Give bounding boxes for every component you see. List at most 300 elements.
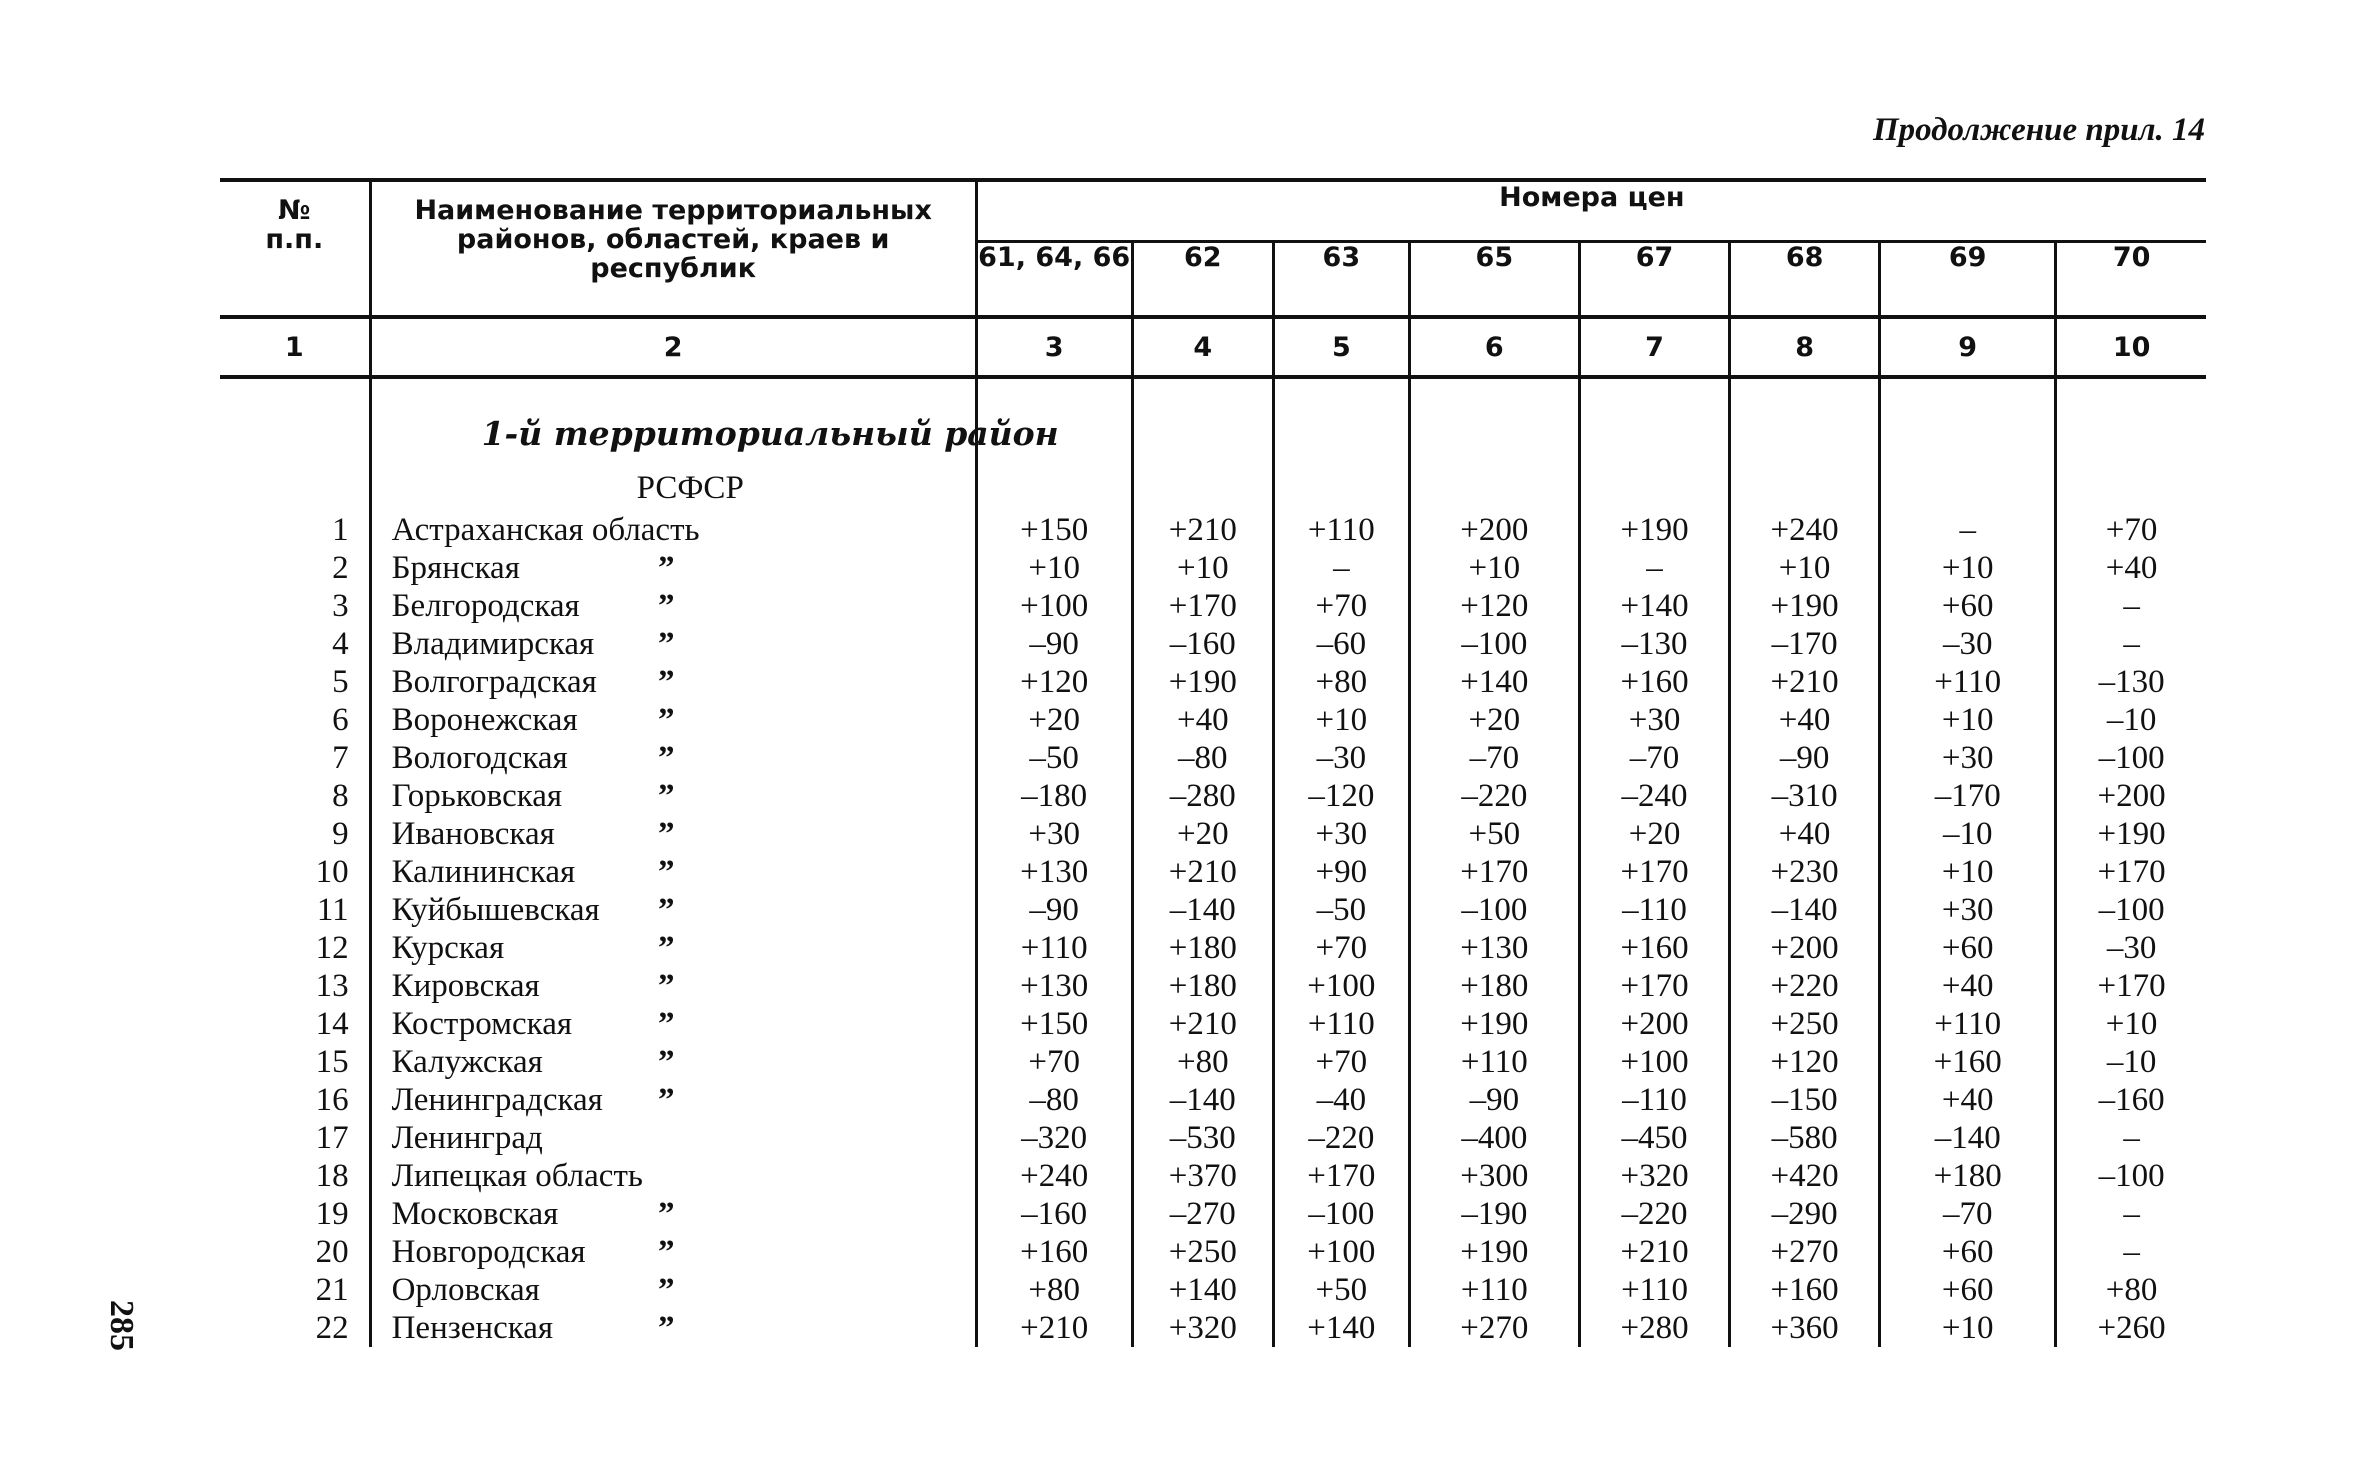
- table-row: [220, 929, 2206, 967]
- price-value: –120: [1274, 777, 1410, 815]
- price-value: –90: [976, 891, 1132, 929]
- price-value: +100: [1274, 1233, 1410, 1271]
- price-value: +10: [1880, 549, 2056, 587]
- table-row: [220, 663, 2206, 701]
- table-row: [220, 625, 2206, 663]
- price-value: –80: [976, 1081, 1132, 1119]
- price-value: –60: [1274, 625, 1410, 663]
- price-value: –90: [1730, 739, 1880, 777]
- region-name-cell: [370, 1157, 976, 1195]
- price-value: +160: [976, 1233, 1132, 1271]
- table-row: [220, 967, 2206, 1005]
- price-value: +170: [2056, 853, 2206, 891]
- region-name: Калужская: [391, 1044, 543, 1080]
- price-column-header: 69: [1880, 242, 2056, 318]
- price-value: +10: [1880, 701, 2056, 739]
- ditto-mark: ”: [658, 664, 675, 700]
- region-name: Брянская: [391, 550, 520, 586]
- region-name: Горьковская: [391, 778, 563, 814]
- price-value: –70: [1880, 1195, 2056, 1233]
- price-value: +300: [1409, 1157, 1579, 1195]
- region-name-cell: [370, 815, 976, 853]
- price-value: +170: [1274, 1157, 1410, 1195]
- region-name: Орловская: [391, 1272, 540, 1308]
- header-no-abbrev: п.п.: [265, 224, 324, 255]
- price-value: –40: [1274, 1081, 1410, 1119]
- price-value: –310: [1730, 777, 1880, 815]
- price-value: +80: [1274, 663, 1410, 701]
- price-value: +60: [1880, 587, 2056, 625]
- price-value: +10: [1880, 1309, 2056, 1347]
- price-value: –100: [2056, 739, 2206, 777]
- price-value: –170: [1730, 625, 1880, 663]
- price-value: +110: [1274, 1005, 1410, 1043]
- price-value: +140: [1274, 1309, 1410, 1347]
- row-number: 1: [332, 512, 349, 548]
- price-value: +20: [1409, 701, 1579, 739]
- table-row: [220, 1233, 2206, 1271]
- row-number: 11: [316, 892, 349, 928]
- price-value: –10: [1880, 815, 2056, 853]
- row-number: 8: [332, 778, 349, 814]
- table-row: [220, 549, 2206, 587]
- column-number: 9: [1880, 317, 2056, 377]
- region-name: Липецкая область: [391, 1158, 643, 1194]
- row-number: 5: [332, 664, 349, 700]
- price-value: –30: [2056, 929, 2206, 967]
- region-name: Вологодская: [391, 740, 568, 776]
- region-name-cell: [370, 1271, 976, 1309]
- price-value: –100: [2056, 1157, 2206, 1195]
- price-value: +210: [1132, 1005, 1273, 1043]
- row-number: 19: [315, 1196, 349, 1232]
- table-row: [220, 891, 2206, 929]
- price-value: –450: [1579, 1119, 1729, 1157]
- price-value: +70: [1274, 1043, 1410, 1081]
- price-value: –: [2056, 1119, 2206, 1157]
- price-value: +40: [1730, 815, 1880, 853]
- price-value: +170: [1409, 853, 1579, 891]
- price-value: –220: [1274, 1119, 1410, 1157]
- price-value: +100: [976, 587, 1132, 625]
- price-value: +200: [1409, 511, 1579, 549]
- price-value: +210: [1132, 853, 1273, 891]
- header-column-numbers: [220, 317, 2206, 377]
- region-name: Астраханская область: [391, 512, 700, 548]
- price-value: +80: [2056, 1271, 2206, 1309]
- region-name-cell: [370, 1081, 976, 1119]
- row-number: 21: [315, 1272, 349, 1308]
- price-value: +130: [976, 853, 1132, 891]
- table-row: [220, 1309, 2206, 1347]
- ditto-mark: ”: [658, 930, 675, 966]
- table-row: [220, 587, 2206, 625]
- region-name: Новгородская: [391, 1234, 586, 1270]
- price-value: –220: [1579, 1195, 1729, 1233]
- price-value: +110: [1409, 1043, 1579, 1081]
- price-value: –160: [2056, 1081, 2206, 1119]
- price-value: –70: [1409, 739, 1579, 777]
- ditto-mark: ”: [658, 588, 675, 624]
- ditto-mark: ”: [658, 702, 675, 738]
- price-value: +40: [1880, 1081, 2056, 1119]
- price-value: +190: [2056, 815, 2206, 853]
- price-value: +360: [1730, 1309, 1880, 1347]
- column-number: 3: [976, 317, 1132, 377]
- ditto-mark: ”: [658, 550, 675, 586]
- price-value: +80: [976, 1271, 1132, 1309]
- price-value: +10: [1274, 701, 1410, 739]
- price-value: +50: [1274, 1271, 1410, 1309]
- row-number: 3: [332, 588, 349, 624]
- price-value: +210: [976, 1309, 1132, 1347]
- price-column-header: 62: [1132, 242, 1273, 318]
- price-value: +60: [1880, 929, 2056, 967]
- price-value: +370: [1132, 1157, 1273, 1195]
- price-value: +220: [1730, 967, 1880, 1005]
- price-value: +200: [1730, 929, 1880, 967]
- price-value: +160: [1880, 1043, 2056, 1081]
- price-value: +110: [1274, 511, 1410, 549]
- ditto-mark: ”: [658, 626, 675, 662]
- row-number: 7: [332, 740, 349, 776]
- region-name-cell: [370, 1233, 976, 1271]
- price-value: –100: [1409, 891, 1579, 929]
- price-value: +100: [1579, 1043, 1729, 1081]
- price-value: –190: [1409, 1195, 1579, 1233]
- price-value: –160: [1132, 625, 1273, 663]
- row-number: 12: [315, 930, 349, 966]
- price-value: –10: [2056, 701, 2206, 739]
- ditto-mark: ”: [658, 1196, 675, 1232]
- price-value: +110: [1409, 1271, 1579, 1309]
- price-value: –290: [1730, 1195, 1880, 1233]
- price-value: +80: [1132, 1043, 1273, 1081]
- price-value: +150: [976, 1005, 1132, 1043]
- price-value: +40: [2056, 549, 2206, 587]
- region-name: Ивановская: [391, 816, 555, 852]
- price-value: –90: [1409, 1081, 1579, 1119]
- price-value: +270: [1730, 1233, 1880, 1271]
- price-value: +190: [1409, 1005, 1579, 1043]
- price-value: +210: [1132, 511, 1273, 549]
- price-value: +120: [1730, 1043, 1880, 1081]
- table-row: [220, 777, 2206, 815]
- price-value: –320: [976, 1119, 1132, 1157]
- region-name-cell: [370, 701, 976, 739]
- price-value: –400: [1409, 1119, 1579, 1157]
- price-value: +120: [1409, 587, 1579, 625]
- price-value: +170: [1132, 587, 1273, 625]
- price-value: +170: [1579, 967, 1729, 1005]
- region-name-cell: [370, 1043, 976, 1081]
- price-value: +320: [1132, 1309, 1273, 1347]
- price-value: –110: [1579, 891, 1729, 929]
- price-value: +140: [1132, 1271, 1273, 1309]
- region-name-cell: [370, 853, 976, 891]
- price-value: +210: [1579, 1233, 1729, 1271]
- price-value: +140: [1579, 587, 1729, 625]
- price-value: –90: [976, 625, 1132, 663]
- price-value: –140: [1132, 891, 1273, 929]
- price-column-header: 70: [2056, 242, 2206, 318]
- price-value: +120: [976, 663, 1132, 701]
- republic-row: [220, 465, 2206, 511]
- region-name: Курская: [391, 930, 505, 966]
- ditto-mark: ”: [658, 892, 675, 928]
- region-name: Белгородская: [391, 588, 580, 624]
- row-number: 10: [315, 854, 349, 890]
- price-adjustment-table: [220, 178, 2206, 1347]
- price-value: –100: [2056, 891, 2206, 929]
- price-value: +30: [1274, 815, 1410, 853]
- region-name-cell: [370, 891, 976, 929]
- price-value: –170: [1880, 777, 2056, 815]
- price-value: +240: [976, 1157, 1132, 1195]
- price-column-header: 61, 64, 66: [976, 242, 1132, 318]
- ditto-mark: ”: [658, 740, 675, 776]
- price-value: +210: [1730, 663, 1880, 701]
- price-value: –: [1579, 549, 1729, 587]
- price-column-header: 68: [1730, 242, 1880, 318]
- region-name-cell: [370, 1195, 976, 1233]
- price-value: +40: [1730, 701, 1880, 739]
- price-value: –100: [1409, 625, 1579, 663]
- region-name: Ленинградская: [391, 1082, 603, 1118]
- price-value: +270: [1409, 1309, 1579, 1347]
- row-number: 2: [332, 550, 349, 586]
- price-value: +30: [1579, 701, 1729, 739]
- price-value: +70: [1274, 587, 1410, 625]
- price-value: +190: [1579, 511, 1729, 549]
- table-row: [220, 1157, 2206, 1195]
- region-name: Волгоградская: [391, 664, 597, 700]
- ditto-mark: ”: [658, 1082, 675, 1118]
- price-value: +60: [1880, 1233, 2056, 1271]
- price-value: +10: [1880, 853, 2056, 891]
- table-row: [220, 1043, 2206, 1081]
- price-value: +10: [976, 549, 1132, 587]
- price-value: –530: [1132, 1119, 1273, 1157]
- price-value: –280: [1132, 777, 1273, 815]
- price-value: +240: [1730, 511, 1880, 549]
- price-value: +10: [1409, 549, 1579, 587]
- price-value: –30: [1274, 739, 1410, 777]
- price-value: +40: [1132, 701, 1273, 739]
- price-value: +140: [1409, 663, 1579, 701]
- price-value: +20: [1579, 815, 1729, 853]
- region-name-cell: [370, 1005, 976, 1043]
- row-number: 22: [315, 1310, 349, 1346]
- row-number: 18: [315, 1158, 349, 1194]
- region-name-cell: [370, 625, 976, 663]
- price-value: –240: [1579, 777, 1729, 815]
- table-row: [220, 1119, 2206, 1157]
- price-value: –: [1880, 511, 2056, 549]
- row-number: 17: [315, 1120, 349, 1156]
- column-number: 5: [1274, 317, 1410, 377]
- price-value: +180: [1132, 967, 1273, 1005]
- price-value: +280: [1579, 1309, 1729, 1347]
- price-value: +250: [1132, 1233, 1273, 1271]
- price-value: –140: [1880, 1119, 2056, 1157]
- ditto-mark: ”: [658, 1310, 675, 1346]
- header-row-no: [220, 180, 370, 317]
- price-value: +180: [1880, 1157, 2056, 1195]
- price-value: –80: [1132, 739, 1273, 777]
- region-name: Кировская: [391, 968, 540, 1004]
- price-value: +190: [1730, 587, 1880, 625]
- region-name: Владимирская: [391, 626, 595, 662]
- price-value: +100: [1274, 967, 1410, 1005]
- price-value: +160: [1579, 663, 1729, 701]
- header-price-numbers: Номера цен: [976, 180, 2206, 242]
- region-name: Ленинград: [391, 1120, 543, 1156]
- column-number: 10: [2056, 317, 2206, 377]
- row-number: 9: [332, 816, 349, 852]
- republic-title: РСФСР: [370, 465, 976, 511]
- price-value: +160: [1730, 1271, 1880, 1309]
- ditto-mark: ”: [658, 854, 675, 890]
- price-value: –130: [2056, 663, 2206, 701]
- column-number: 8: [1730, 317, 1880, 377]
- ditto-mark: ”: [658, 1044, 675, 1080]
- row-number: 15: [315, 1044, 349, 1080]
- price-value: +50: [1409, 815, 1579, 853]
- region-name: Московская: [391, 1196, 559, 1232]
- region-name-cell: [370, 511, 976, 549]
- price-value: +190: [1132, 663, 1273, 701]
- page-number: 285: [103, 1300, 140, 1351]
- price-value: +190: [1409, 1233, 1579, 1271]
- price-value: –580: [1730, 1119, 1880, 1157]
- ditto-mark: ”: [658, 1234, 675, 1270]
- region-name: Куйбышевская: [391, 892, 600, 928]
- price-value: +10: [1730, 549, 1880, 587]
- price-value: –180: [976, 777, 1132, 815]
- price-value: +110: [1579, 1271, 1729, 1309]
- region-name-cell: [370, 663, 976, 701]
- region-name-cell: [370, 549, 976, 587]
- price-value: +180: [1409, 967, 1579, 1005]
- region-name-cell: [370, 777, 976, 815]
- price-value: –: [2056, 1233, 2206, 1271]
- region-name: Костромская: [391, 1006, 573, 1042]
- price-value: +170: [2056, 967, 2206, 1005]
- region-name-cell: [370, 587, 976, 625]
- price-value: +10: [2056, 1005, 2206, 1043]
- price-value: –70: [1579, 739, 1729, 777]
- spacer-row: [220, 377, 2206, 401]
- price-value: –: [2056, 587, 2206, 625]
- region-name: Пензенская: [391, 1310, 554, 1346]
- price-value: –50: [1274, 891, 1410, 929]
- region-name: Воронежская: [391, 702, 578, 738]
- price-value: –160: [976, 1195, 1132, 1233]
- table-row: [220, 1005, 2206, 1043]
- price-value: +180: [1132, 929, 1273, 967]
- price-value: +230: [1730, 853, 1880, 891]
- header-no-symbol: №: [278, 195, 311, 226]
- row-number: 16: [315, 1082, 349, 1118]
- table-row: [220, 853, 2206, 891]
- price-value: +250: [1730, 1005, 1880, 1043]
- price-value: –110: [1579, 1081, 1729, 1119]
- price-value: +110: [976, 929, 1132, 967]
- section-title: 1-й территориальный район: [370, 401, 976, 465]
- row-number: 20: [315, 1234, 349, 1270]
- region-name-cell: [370, 1309, 976, 1347]
- table-row: [220, 739, 2206, 777]
- column-number: 4: [1132, 317, 1273, 377]
- price-value: +200: [2056, 777, 2206, 815]
- price-value: +70: [976, 1043, 1132, 1081]
- table-row: [220, 1195, 2206, 1233]
- price-value: –140: [1132, 1081, 1273, 1119]
- column-number: 2: [370, 317, 976, 377]
- region-name: Калининская: [391, 854, 576, 890]
- price-value: +10: [1132, 549, 1273, 587]
- table-row: [220, 701, 2206, 739]
- ditto-mark: ”: [658, 816, 675, 852]
- row-number: 4: [332, 626, 349, 662]
- price-value: –: [1274, 549, 1410, 587]
- price-value: –: [2056, 625, 2206, 663]
- price-value: +30: [1880, 739, 2056, 777]
- price-value: +130: [976, 967, 1132, 1005]
- column-number: 7: [1579, 317, 1729, 377]
- header-name: Наименование территориальных районов, областей, краев и республик: [370, 180, 976, 317]
- table-body: [220, 377, 2206, 1347]
- table-row: [220, 815, 2206, 853]
- price-value: +200: [1579, 1005, 1729, 1043]
- price-value: +110: [1880, 663, 2056, 701]
- price-value: +110: [1880, 1005, 2056, 1043]
- price-value: –10: [2056, 1043, 2206, 1081]
- header-row-top: [220, 180, 2206, 242]
- table-row: [220, 1081, 2206, 1119]
- region-name-cell: [370, 739, 976, 777]
- column-number: 6: [1409, 317, 1579, 377]
- price-value: –130: [1579, 625, 1729, 663]
- region-name-cell: [370, 929, 976, 967]
- continuation-caption: Продолжение прил. 14: [1872, 112, 2205, 148]
- price-value: +70: [2056, 511, 2206, 549]
- price-value: +60: [1880, 1271, 2056, 1309]
- price-value: +30: [1880, 891, 2056, 929]
- price-value: +20: [976, 701, 1132, 739]
- price-value: –270: [1132, 1195, 1273, 1233]
- price-value: +40: [1880, 967, 2056, 1005]
- region-name-cell: [370, 1119, 976, 1157]
- price-value: –: [2056, 1195, 2206, 1233]
- row-number: 13: [315, 968, 349, 1004]
- price-value: +260: [2056, 1309, 2206, 1347]
- price-value: +20: [1132, 815, 1273, 853]
- ditto-mark: ”: [658, 1272, 675, 1308]
- ditto-mark: ”: [658, 778, 675, 814]
- ditto-mark: ”: [658, 1006, 675, 1042]
- section-title-row: [220, 401, 2206, 465]
- row-number: 14: [315, 1006, 349, 1042]
- price-value: +70: [1274, 929, 1410, 967]
- price-value: +170: [1579, 853, 1729, 891]
- column-number: 1: [220, 317, 370, 377]
- price-value: +150: [976, 511, 1132, 549]
- price-value: +160: [1579, 929, 1729, 967]
- price-value: +420: [1730, 1157, 1880, 1195]
- price-value: –220: [1409, 777, 1579, 815]
